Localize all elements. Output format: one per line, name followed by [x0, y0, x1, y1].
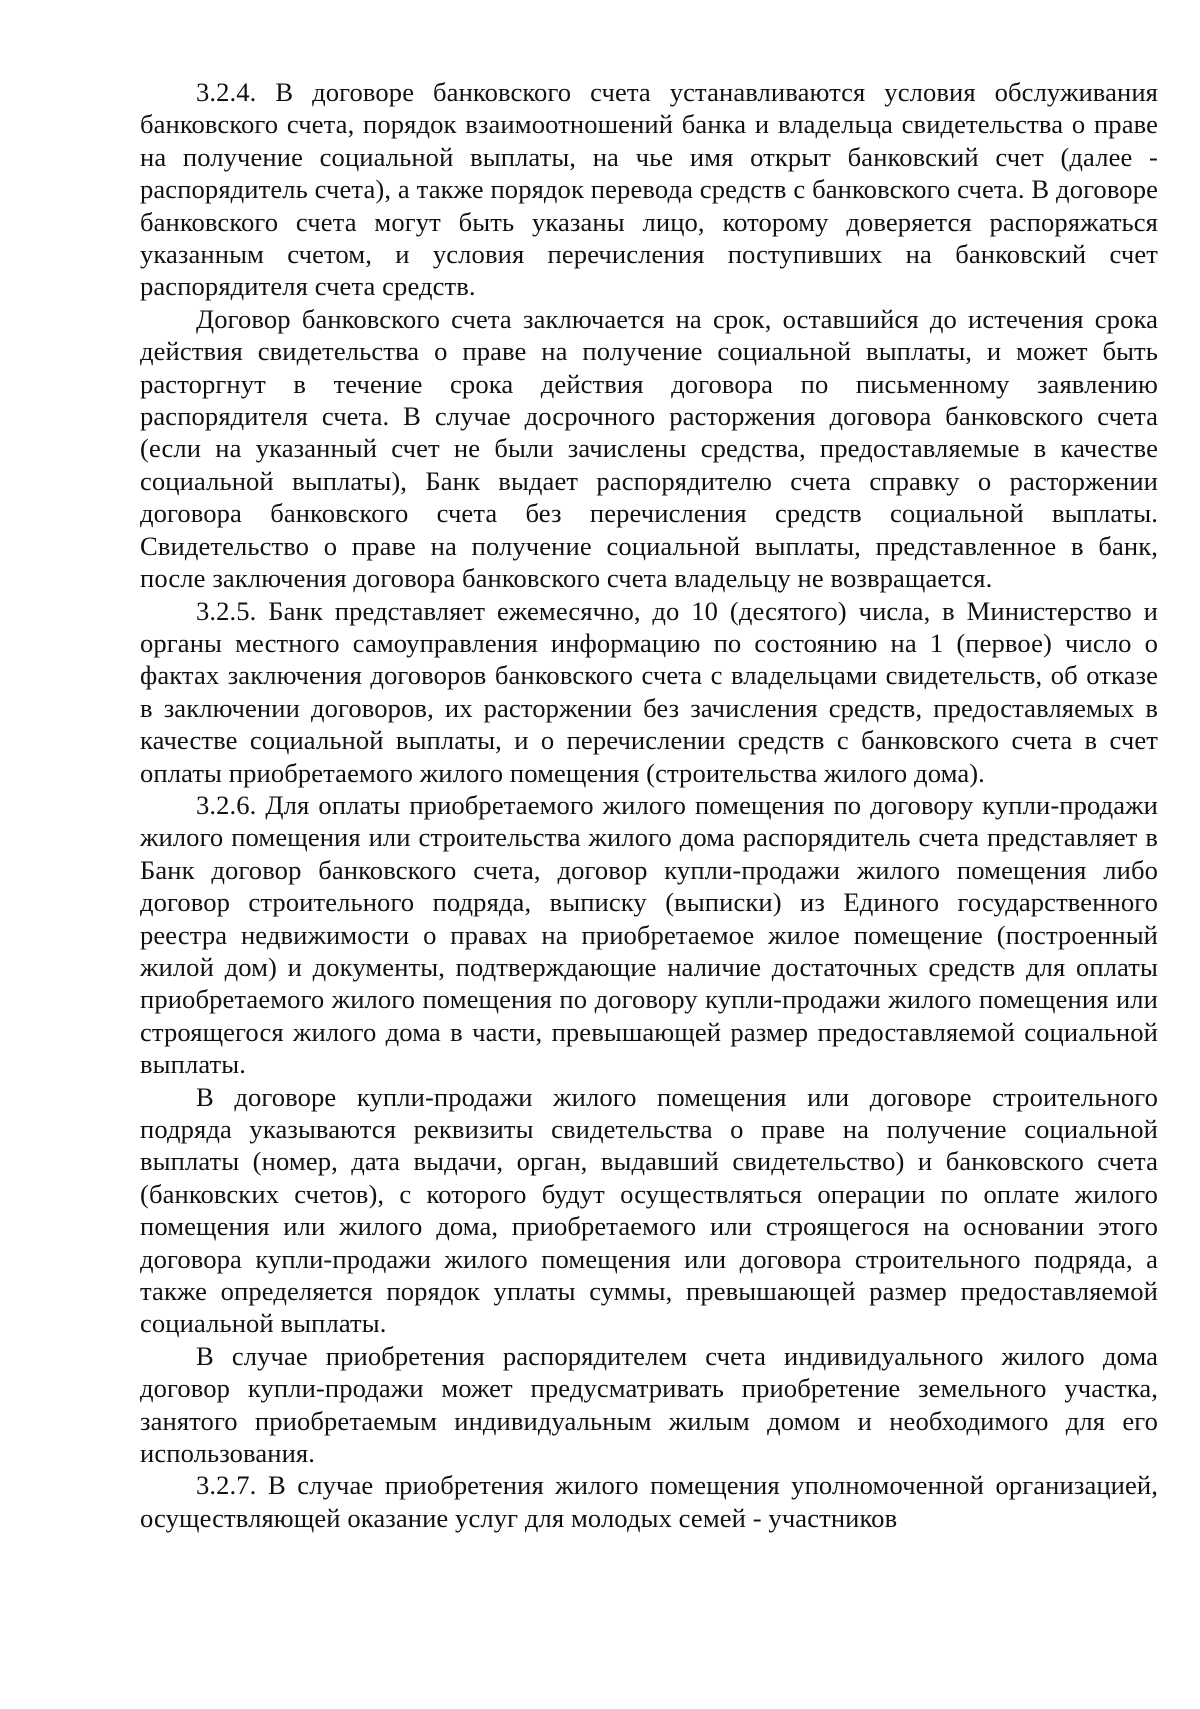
paragraph-3-2-5: 3.2.5. Банк представляет ежемесячно, до 10 (десятого) числа, в Министерство и органы местного самоуправления информацию по состоянию на 1 (первое) число о фактах заключения договоров банковского счета с владельцами свидетельств, об отказе в заключении договоров, их расторжении без зачисления средств, предоставляемых в качестве социальной выплаты, и о перечислении средств с банковского счета в счет оплаты приобретаемого жилого помещения (строительства жилого дома). — [140, 595, 1158, 788]
paragraph-3-2-6: 3.2.6. Для оплаты приобретаемого жилого помещения по договору купли-продажи жилого помещения или строительства жилого дома распорядитель счета представляет в Банк договор банковского счета, договор купли-продажи жилого помещения либо договор строительного подряда, выписку (выписки) из Единого государственного реестра недвижимости о правах на приобретаемое жилое помещение (построенный жилой дом) и документы, подтверждающие наличие достаточных средств для оплаты приобретаемого жилого помещения по договору купли-продажи жилого помещения или строящегося жилого дома в части, превышающей размер предоставляемой социальной выплаты. — [140, 789, 1158, 1080]
paragraph-3-2-4: 3.2.4. В договоре банковского счета устанавливаются условия обслуживания банковского счета, порядок взаимоотношений банка и владельца свидетельства о праве на получение социальной выплаты, на чье имя открыт банковский счет (далее - распорядитель счета), а также порядок перевода средств с банковского счета. В договоре банковского счета могут быть указаны лицо, которому доверяется распоряжаться указанным счетом, и условия перечисления поступивших на банковский счет распорядителя счета средств. — [140, 77, 1158, 302]
paragraph-3-2-7: 3.2.7. В случае приобретения жилого помещения уполномоченной организацией, осуществляющей оказание услуг для молодых семей - участников — [140, 1470, 1158, 1533]
paragraph-account-term: Договор банковского счета заключается на срок, оставшийся до истечения срока действия свидетельства о праве на получение социальной выплаты, и может быть расторгнут в течение срока действия договора по письменному заявлению распорядителя счета. В случае досрочного расторжения договора банковского счета (если на указанный счет не были зачислены средства, предоставляемые в качестве социальной выплаты), Банк выдает распорядителю счета справку о расторжении договора банковского счета без перечисления средств социальной выплаты. Свидетельство о праве на получение социальной выплаты, представленное в банк, после заключения договора банковского счета владельцу не возвращается. — [140, 303, 1158, 594]
paragraph-contract-details: В договоре купли-продажи жилого помещения или договоре строительного подряда указываются реквизиты свидетельства о праве на получение социальной выплаты (номер, дата выдачи, орган, выдавший свидетельство) и банковского счета (банковских счетов), с которого будут осуществляться операции по оплате жилого помещения или жилого дома, приобретаемого или строящегося на основании этого договора купли-продажи жилого помещения или договора строительного подряда, а также определяется порядок уплаты суммы, превышающей размер предоставляемой социальной выплаты. — [140, 1081, 1158, 1339]
paragraph-land-plot: В случае приобретения распорядителем счета индивидуального жилого дома договор купли-продажи может предусматривать приобретение земельного участка, занятого приобретаемым индивидуальным жилым домом и необходимого для его использования. — [140, 1340, 1158, 1469]
document-body — [140, 76, 1158, 1534]
